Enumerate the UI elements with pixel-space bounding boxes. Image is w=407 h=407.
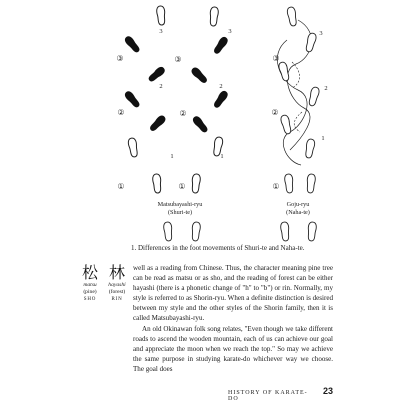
figure-caption: 1. Differences in the foot movements of Shuri-te and Naha-te. — [131, 244, 305, 252]
foot-filled — [123, 90, 141, 110]
left-diagram-label — [135, 201, 225, 217]
foot-outline — [307, 222, 317, 242]
foot-outline — [128, 137, 139, 157]
step-number: 1 — [321, 135, 325, 142]
foot-outline — [304, 138, 315, 158]
right-foot-diagram — [277, 6, 323, 193]
step-number: 3 — [228, 28, 232, 35]
foot-outline — [308, 86, 321, 106]
foot-outline — [163, 222, 173, 242]
circled-step-number: ③ — [272, 54, 280, 63]
kanji-margin-note — [79, 264, 131, 303]
foot-outline — [287, 6, 298, 26]
foot-outline — [209, 7, 219, 27]
step-number: 3 — [319, 30, 323, 37]
page-number: 23 — [322, 386, 333, 396]
body-paragraph: well as a reading from Chinese. Thus, the character meaning pine tree can be read as matsu or as sho, and the reading of forest can be either hayashi (there is a phonetic change of "h" to "b") or rin. Normally, my style is referred to as Shorin-ryu. When a definite distinction is desired between my style and the other styles of the Shorin family, then it is called Matsubayashi-ryu. — [133, 264, 333, 323]
step-number: 1 — [170, 153, 174, 160]
circled-step-number: ② — [179, 109, 187, 118]
running-head: HISTORY OF KARATE-DO — [228, 390, 308, 402]
foot-outline — [156, 6, 166, 26]
body-paragraph: An old Okinawan folk song relates, "Even though we take different roads to ascend the wooden mountain, each of us can achieve our goal and appreciate the moon when we reach the top." So may we achieve the same purpose in studying karate-do whichever way we choose. The goal does — [133, 325, 333, 374]
bottom-feet-row — [163, 222, 316, 242]
foot-outline — [284, 174, 294, 194]
left-diagram-subtitle: (Shuri-te) — [167, 209, 193, 216]
left-foot-diagram — [123, 6, 232, 194]
foot-filled — [212, 89, 229, 109]
foot-filled — [147, 65, 167, 83]
kanji-char: 林 — [108, 263, 125, 282]
right-diagram-subtitle: (Naha-te) — [286, 209, 310, 216]
foot-filled — [190, 66, 209, 85]
kanji-reading: RIN — [111, 297, 123, 302]
page-footer — [228, 386, 333, 402]
right-diagram-label — [253, 201, 343, 217]
kanji-gloss: (forest) — [108, 288, 126, 295]
kanji-romanization: matsu — [83, 282, 97, 288]
kanji-reading: SHO — [83, 297, 97, 302]
foot-filled — [212, 35, 229, 55]
foot-outline — [280, 222, 290, 242]
circled-step-number: ② — [117, 108, 125, 117]
left-diagram-title: Matsubayashi-ryu — [157, 201, 203, 208]
kanji-hayashi — [106, 264, 128, 303]
foot-outline — [306, 174, 316, 194]
step-number: 1 — [220, 153, 224, 160]
right-diagram-title: Goju-ryu — [286, 201, 310, 208]
circled-step-number: ③ — [174, 55, 182, 64]
step-path-curve-dashed — [292, 62, 302, 132]
circled-step-number: ② — [271, 108, 279, 117]
step-number: 2 — [219, 83, 223, 90]
circled-step-number: ① — [272, 182, 280, 191]
kanji-romanization: hayashi — [108, 282, 126, 288]
foot-outline — [280, 114, 293, 134]
circled-step-number: ① — [117, 182, 125, 191]
step-number: 3 — [159, 28, 163, 35]
foot-outline — [191, 174, 201, 194]
step-number: 2 — [159, 83, 163, 90]
foot-filled — [191, 115, 209, 135]
kanji-char: 松 — [81, 263, 98, 282]
foot-outline — [191, 222, 201, 242]
foot-filled — [148, 114, 167, 133]
foot-outline — [305, 32, 318, 52]
foot-outline — [152, 174, 162, 194]
step-path-curve — [277, 40, 307, 165]
circled-step-number: ③ — [116, 54, 124, 63]
kanji-gloss: (pine) — [83, 288, 97, 295]
body-text — [133, 263, 333, 375]
circled-step-number: ① — [178, 182, 186, 191]
foot-filled — [123, 35, 141, 55]
kanji-matsu — [79, 264, 101, 303]
step-number: 2 — [324, 85, 328, 92]
